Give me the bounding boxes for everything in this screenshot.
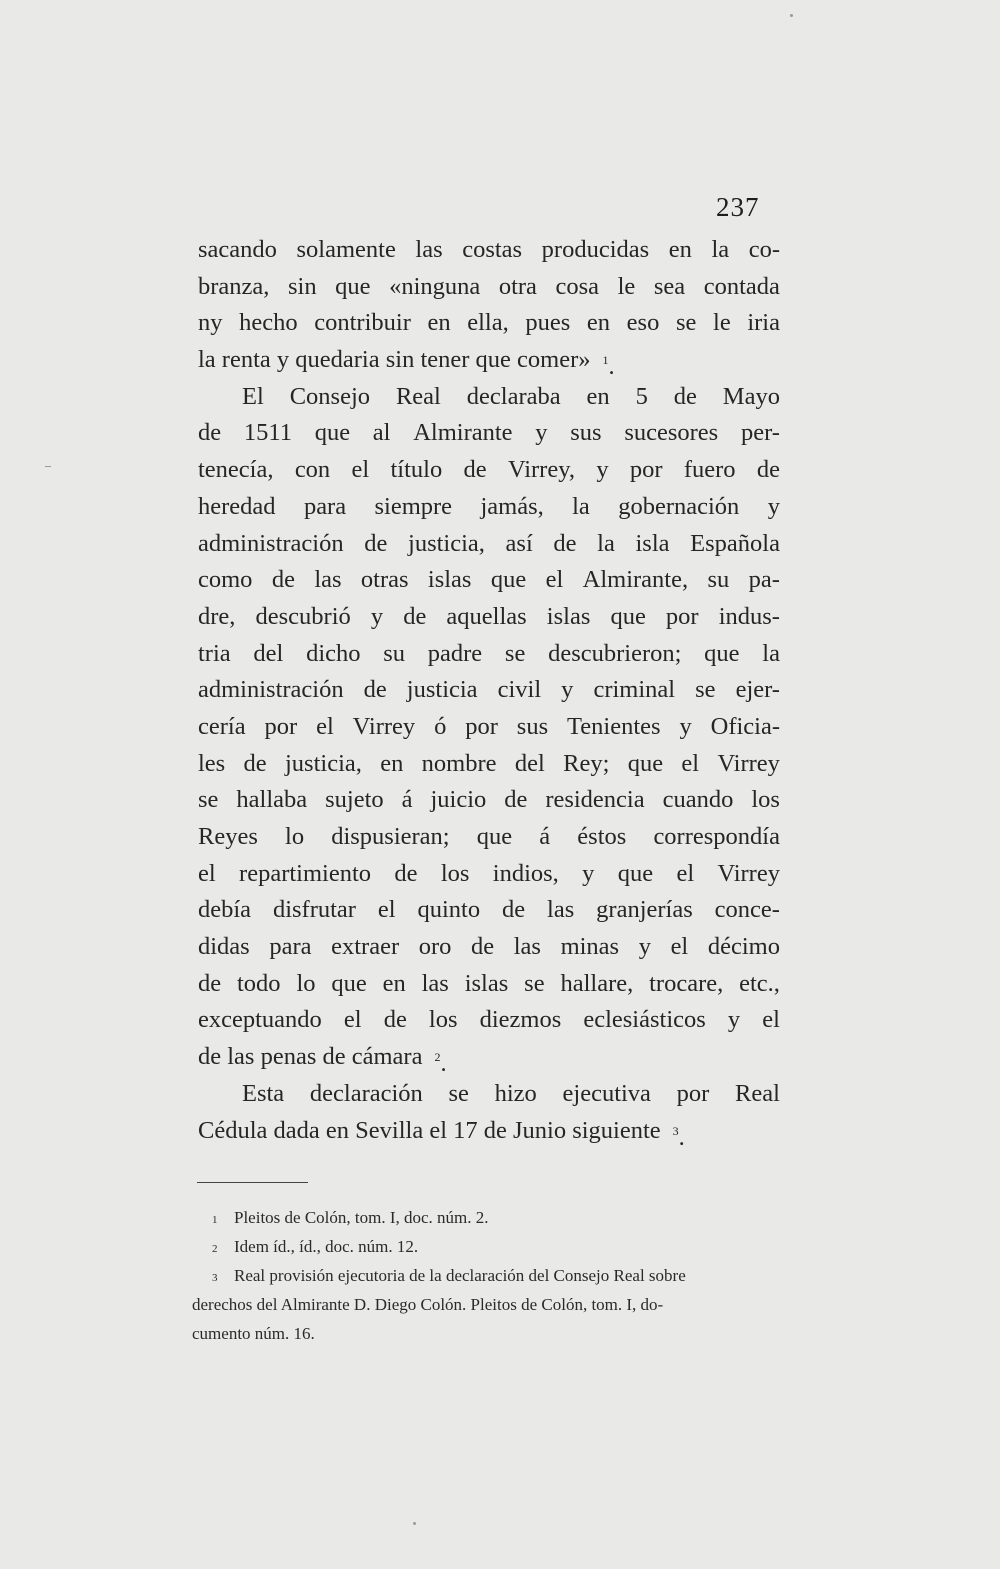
word: le bbox=[713, 309, 731, 337]
word: en bbox=[382, 969, 406, 997]
word: por bbox=[264, 712, 298, 740]
word: y bbox=[535, 419, 548, 447]
word: extraer bbox=[331, 933, 400, 961]
word: la bbox=[711, 236, 730, 263]
word: cuando bbox=[662, 786, 734, 814]
word: Reyes bbox=[198, 823, 258, 850]
word: de bbox=[756, 456, 780, 484]
body-text bbox=[198, 232, 780, 1149]
text-line: Cédula dada en Sevilla el 17 de Junio siguiente $^3$. bbox=[198, 1116, 685, 1151]
word: en bbox=[380, 749, 404, 777]
word: en bbox=[668, 236, 692, 263]
word: quinto bbox=[417, 896, 481, 924]
word: descubrió bbox=[255, 602, 351, 630]
word: les bbox=[198, 749, 226, 777]
word: sacando bbox=[198, 236, 277, 263]
word: de bbox=[363, 676, 387, 704]
paper-speck bbox=[413, 1522, 416, 1525]
word: los bbox=[440, 859, 470, 887]
word: Oficia- bbox=[710, 712, 780, 740]
word: siempre bbox=[374, 492, 453, 520]
word: disfrutar bbox=[272, 896, 356, 924]
word: en bbox=[586, 382, 610, 410]
word: dre, bbox=[198, 602, 236, 630]
word: se bbox=[524, 969, 545, 997]
word: conce- bbox=[714, 896, 780, 924]
footnote-number: 2 bbox=[212, 1243, 218, 1255]
footnote: 3 Real provisión ejecutoria de la declaración del Consejo Real sobre bbox=[192, 1261, 778, 1290]
word: á bbox=[401, 786, 413, 814]
word: cería bbox=[198, 712, 246, 740]
word: pues bbox=[525, 309, 571, 337]
word: justicia, bbox=[285, 749, 362, 777]
word: de bbox=[383, 1006, 407, 1034]
word: juicio bbox=[430, 786, 487, 814]
word: las bbox=[415, 236, 443, 263]
word: justicia, bbox=[408, 529, 485, 557]
word: residencia bbox=[545, 786, 645, 814]
word: se bbox=[448, 1079, 469, 1107]
word: para bbox=[269, 933, 312, 961]
word: para bbox=[303, 492, 347, 520]
word: indus- bbox=[718, 602, 780, 630]
text-line bbox=[198, 379, 780, 416]
word: justicia bbox=[406, 676, 478, 704]
word: trocare, bbox=[649, 969, 724, 997]
word: Real bbox=[395, 382, 441, 410]
word: se bbox=[695, 676, 716, 704]
word: tria bbox=[198, 639, 231, 667]
word: El bbox=[242, 382, 264, 410]
word: de bbox=[504, 786, 528, 814]
word: Real bbox=[735, 1079, 780, 1107]
footnote-number: 3 bbox=[212, 1272, 218, 1284]
word: las bbox=[314, 566, 342, 594]
word: administración bbox=[198, 529, 344, 557]
word: eso bbox=[626, 309, 660, 337]
text-line bbox=[198, 782, 780, 819]
word: de bbox=[553, 529, 577, 557]
word: co- bbox=[748, 236, 780, 263]
word: exceptuando bbox=[198, 1006, 322, 1034]
word: contribuir bbox=[314, 309, 411, 337]
word: declaraba bbox=[466, 382, 561, 410]
text-line bbox=[198, 232, 780, 269]
word: isla bbox=[635, 529, 670, 557]
word: la bbox=[572, 492, 590, 520]
word: el bbox=[762, 1006, 780, 1034]
word: de bbox=[271, 566, 295, 594]
footnote-continuation: cumento núm. 16. bbox=[192, 1324, 315, 1343]
word: dispusieran; bbox=[331, 823, 450, 850]
text-line bbox=[198, 489, 780, 526]
word: sea bbox=[653, 272, 686, 300]
word: hizo bbox=[494, 1079, 537, 1107]
text-line: de las penas de cámara $^2$. bbox=[198, 1043, 447, 1078]
word: contada bbox=[703, 272, 780, 300]
word: islas bbox=[464, 969, 509, 997]
word: sus bbox=[570, 419, 602, 447]
word: de bbox=[243, 749, 267, 777]
word: la bbox=[597, 529, 615, 557]
word: de bbox=[394, 859, 418, 887]
word: minas bbox=[560, 933, 620, 961]
word: se bbox=[675, 309, 697, 337]
word: per- bbox=[740, 419, 780, 447]
word: Consejo bbox=[289, 382, 371, 410]
word: eclesiásticos bbox=[583, 1006, 706, 1034]
word: Mayo bbox=[722, 382, 780, 410]
word: que bbox=[704, 639, 740, 667]
word: el bbox=[316, 712, 334, 740]
text-line: la renta y quedaria sin tener que comer» $^1$. bbox=[198, 346, 615, 381]
paper-speck bbox=[790, 14, 793, 17]
footnote-ref: 2 bbox=[434, 1050, 441, 1065]
text-line bbox=[198, 452, 780, 489]
word: y bbox=[370, 602, 384, 630]
word: título bbox=[390, 456, 443, 484]
word: oro bbox=[418, 933, 452, 961]
word: indios, bbox=[492, 859, 559, 887]
footnote-ref: 1 bbox=[602, 353, 609, 368]
word: «ninguna bbox=[389, 272, 481, 300]
text-line bbox=[198, 1002, 780, 1039]
word: por bbox=[676, 1079, 710, 1107]
word: otra bbox=[498, 272, 537, 300]
word: lo bbox=[285, 823, 305, 850]
word: el bbox=[676, 859, 695, 887]
word: administración bbox=[198, 676, 344, 704]
word: de bbox=[673, 382, 697, 410]
word: las bbox=[547, 896, 575, 924]
word: con bbox=[294, 456, 331, 484]
word: de bbox=[198, 419, 222, 447]
footnote-number: 1 bbox=[212, 1214, 218, 1226]
word: su bbox=[383, 639, 406, 667]
word: Almirante, bbox=[582, 566, 689, 594]
word: que bbox=[476, 823, 513, 850]
word: granjerías bbox=[596, 896, 693, 924]
word: el bbox=[351, 456, 370, 484]
footnote-ref: 3 bbox=[672, 1123, 679, 1138]
footnote-divider bbox=[197, 1182, 308, 1183]
word: iria bbox=[747, 309, 780, 337]
footnote-continuation: derechos del Almirante D. Diego Colón. Pleitos de Colón, tom. I, do- bbox=[192, 1295, 664, 1314]
word: del bbox=[514, 749, 545, 777]
word: ejecutiva bbox=[562, 1079, 651, 1107]
word: costas bbox=[462, 236, 523, 263]
word: de bbox=[463, 456, 487, 484]
word: su bbox=[707, 566, 730, 594]
word: le bbox=[617, 272, 636, 300]
word: hallare, bbox=[560, 969, 634, 997]
word: á bbox=[539, 823, 551, 850]
word: la bbox=[762, 639, 780, 667]
word: padre bbox=[427, 639, 483, 667]
word: fuero bbox=[683, 456, 736, 484]
word: de bbox=[502, 896, 526, 924]
text-line bbox=[198, 636, 780, 673]
word: y bbox=[596, 456, 609, 484]
word: se bbox=[198, 786, 219, 814]
word: por bbox=[465, 712, 498, 740]
text-line bbox=[198, 746, 780, 783]
word: branza, bbox=[198, 272, 270, 300]
word: civil bbox=[497, 676, 542, 704]
word: Rey; bbox=[563, 749, 610, 777]
word: el bbox=[681, 749, 700, 777]
word: al bbox=[372, 419, 391, 447]
word: todo bbox=[237, 969, 281, 997]
text-line bbox=[198, 1076, 780, 1113]
word: tenecía, bbox=[198, 456, 274, 484]
word: que bbox=[617, 859, 654, 887]
word: el bbox=[545, 566, 564, 594]
word: islas bbox=[427, 566, 472, 594]
word: criminal bbox=[593, 676, 676, 704]
paper-speck bbox=[45, 466, 51, 467]
word: así bbox=[505, 529, 533, 557]
word: las bbox=[513, 933, 541, 961]
text-line bbox=[198, 599, 780, 636]
word: dicho bbox=[306, 639, 361, 667]
word: ny bbox=[198, 309, 223, 337]
word: por bbox=[629, 456, 663, 484]
word: repartimiento bbox=[239, 859, 372, 887]
word: y bbox=[767, 492, 780, 520]
word: y bbox=[679, 712, 692, 740]
word: ella, bbox=[467, 309, 509, 337]
word: el bbox=[670, 933, 689, 961]
word: y bbox=[582, 859, 595, 887]
word: ejer- bbox=[735, 676, 780, 704]
word: sucesores bbox=[624, 419, 719, 447]
text-line bbox=[198, 892, 780, 929]
page-number: 237 bbox=[716, 192, 760, 222]
word: sus bbox=[516, 712, 549, 740]
word: como bbox=[198, 566, 253, 594]
word: los bbox=[428, 1006, 458, 1034]
word: las bbox=[421, 969, 449, 997]
word: lo bbox=[296, 969, 316, 997]
word: descubrieron; bbox=[548, 639, 682, 667]
word: el bbox=[198, 859, 216, 887]
word: que bbox=[314, 419, 351, 447]
text-line bbox=[198, 709, 780, 746]
text-line bbox=[198, 856, 780, 893]
text-line bbox=[198, 672, 780, 709]
word: hallaba bbox=[236, 786, 308, 814]
word: declaración bbox=[309, 1079, 423, 1107]
word: Virrey, bbox=[507, 456, 575, 484]
word: solamente bbox=[296, 236, 396, 263]
word: y bbox=[561, 676, 574, 704]
word: de bbox=[198, 969, 222, 997]
word: otras bbox=[360, 566, 409, 594]
text-line bbox=[198, 966, 780, 1003]
word: que bbox=[627, 749, 664, 777]
word: pa- bbox=[748, 566, 780, 594]
word: sin bbox=[287, 272, 317, 300]
word: el bbox=[343, 1006, 362, 1034]
word: que bbox=[490, 566, 527, 594]
word: hecho bbox=[239, 309, 298, 337]
word: jamás, bbox=[480, 492, 544, 520]
word: y bbox=[727, 1006, 741, 1034]
word: correspondía bbox=[653, 823, 780, 850]
word: Virrey bbox=[717, 749, 780, 777]
word: Virrey bbox=[352, 712, 416, 740]
word: islas bbox=[546, 602, 591, 630]
word: Esta bbox=[242, 1079, 285, 1107]
word: se bbox=[504, 639, 526, 667]
word: el bbox=[377, 896, 396, 924]
word: 1511 bbox=[243, 419, 292, 447]
text-line bbox=[198, 415, 780, 452]
word: didas bbox=[198, 933, 250, 961]
text-line bbox=[198, 305, 780, 342]
word: producidas bbox=[541, 236, 650, 263]
word: nombre bbox=[421, 749, 497, 777]
word: Española bbox=[690, 529, 780, 557]
word: en bbox=[427, 309, 451, 337]
word: éstos bbox=[577, 823, 627, 850]
word: Almirante bbox=[413, 419, 513, 447]
word: por bbox=[665, 602, 699, 630]
word: de bbox=[364, 529, 388, 557]
word: gobernación bbox=[618, 492, 740, 520]
word: que bbox=[335, 272, 371, 300]
word: ó bbox=[434, 712, 447, 740]
text-line bbox=[198, 929, 780, 966]
word: 5 bbox=[635, 382, 648, 410]
word: heredad bbox=[198, 492, 276, 520]
word: que bbox=[331, 969, 367, 997]
text-line bbox=[198, 819, 780, 856]
text-line bbox=[198, 269, 780, 306]
footnotes bbox=[192, 1203, 778, 1348]
word: aquellas bbox=[446, 602, 527, 630]
word: de bbox=[471, 933, 495, 961]
footnote: 2 Idem íd., íd., doc. núm. 12. bbox=[192, 1232, 778, 1261]
word: Tenientes bbox=[567, 712, 661, 740]
footnote: 1 Pleitos de Colón, tom. I, doc. núm. 2. bbox=[192, 1203, 778, 1232]
word: diezmos bbox=[479, 1006, 562, 1034]
word: los bbox=[751, 786, 780, 814]
word: de bbox=[403, 602, 427, 630]
text-line bbox=[198, 526, 780, 563]
word: en bbox=[586, 309, 611, 337]
word: etc., bbox=[739, 969, 780, 997]
word: debía bbox=[198, 896, 252, 924]
word: décimo bbox=[707, 933, 780, 961]
text-line bbox=[198, 562, 780, 599]
word: sujeto bbox=[325, 786, 384, 814]
word: y bbox=[638, 933, 651, 961]
word: del bbox=[253, 639, 284, 667]
word: Virrey bbox=[717, 859, 780, 887]
word: cosa bbox=[555, 272, 600, 300]
word: que bbox=[610, 602, 646, 630]
